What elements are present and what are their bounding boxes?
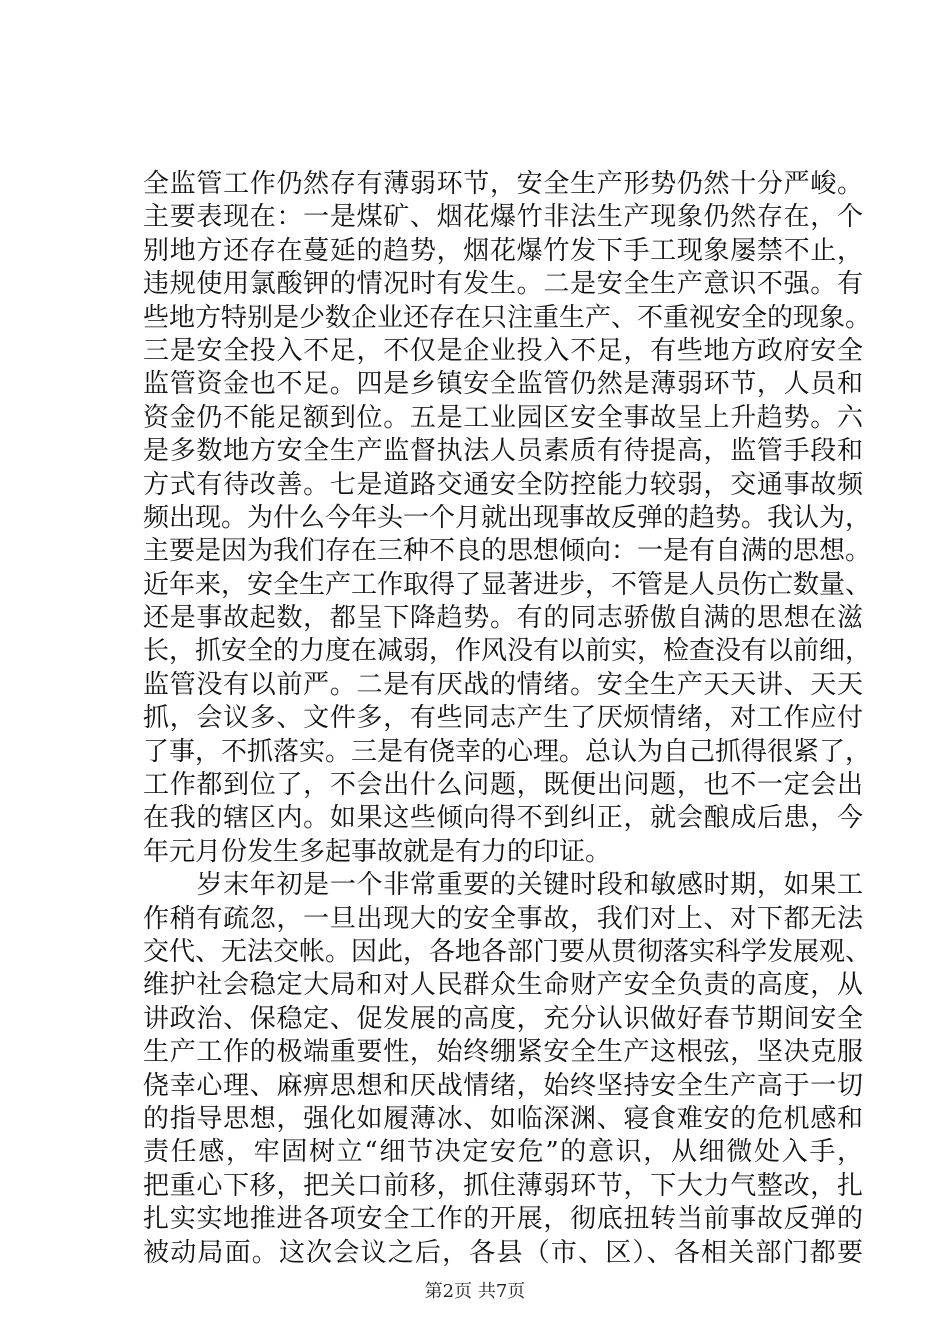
page-footer: 第2页 共7页: [424, 1281, 526, 1302]
text-line: 抓，会议多、文件多，有些同志产生了厌烦情绪，对工作应付: [143, 703, 863, 734]
text-line: 责任感，牢固树立“细节决定安危”的意识，从细微处入手，: [143, 1137, 863, 1168]
text-line: 监管资金也不足。四是乡镇安全监管仍然是薄弱环节，人员和: [143, 369, 863, 400]
text-line: 是多数地方安全生产监督执法人员素质有待提高，监管手段和: [143, 436, 863, 467]
text-line: 生产工作的极端重要性，始终绷紧安全生产这根弦，坚决克服: [143, 1037, 863, 1068]
text-line: 监管没有以前严。二是有厌战的情绪。安全生产天天讲、天天: [143, 669, 863, 700]
text-line: 年元月份发生多起事故就是有力的印证。: [143, 836, 612, 867]
text-line: 了事，不抓落实。三是有侥幸的心理。总认为自己抓得很紧了，: [143, 736, 872, 767]
text-line: 主要表现在：一是煤矿、烟花爆竹非法生产现象仍然存在，个: [143, 202, 863, 233]
body-text: [143, 168, 872, 1270]
text-line: 讲政治、保稳定、促发展的高度，充分认识做好春节期间安全: [143, 1003, 863, 1034]
text-line: 在我的辖区内。如果这些倾向得不到纠正，就会酿成后患，今: [143, 803, 863, 834]
text-line: 近年来，安全生产工作取得了显著进步，不管是人员伤亡数量、: [143, 569, 872, 600]
text-line: 方式有待改善。七是道路交通安全防控能力较弱，交通事故频: [143, 469, 863, 500]
text-line: 扎实实地推进各项安全工作的开展，彻底扭转当前事故反弹的: [143, 1204, 863, 1235]
text-line: 工作都到位了，不会出什么问题，既便出问题，也不一定会出: [143, 770, 863, 801]
text-line: 被动局面。这次会议之后，各县（市、区）、各相关部门都要: [143, 1237, 863, 1268]
text-line: 频出现。为什么今年头一个月就出现事故反弹的趋势。我认为，: [143, 502, 872, 533]
text-line: 侥幸心理、麻痹思想和厌战情绪，始终坚持安全生产高于一切: [143, 1070, 863, 1101]
text-line: 些地方特别是少数企业还存在只注重生产、不重视安全的现象。: [143, 302, 872, 333]
text-line: 长，抓安全的力度在减弱，作风没有以前实，检查没有以前细，: [143, 636, 872, 667]
text-line: 资金仍不能足额到位。五是工业园区安全事故呈上升趋势。六: [143, 402, 863, 433]
text-line: 把重心下移，把关口前移，抓住薄弱环节，下大力气整改，扎: [143, 1170, 863, 1201]
text-line: 交代、无法交帐。因此，各地各部门要从贯彻落实科学发展观、: [143, 936, 872, 967]
text-line: 违规使用氯酸钾的情况时有发生。二是安全生产意识不强。有: [143, 269, 863, 300]
text-line: 作稍有疏忽，一旦出现大的安全事故，我们对上、对下都无法: [143, 903, 863, 934]
text-line: 维护社会稳定大局和对人民群众生命财产安全负责的高度，从: [143, 970, 863, 1001]
text-line: 的指导思想，强化如履薄冰、如临深渊、寝食难安的危机感和: [143, 1103, 863, 1134]
text-line: 别地方还存在蔓延的趋势，烟花爆竹发下手工现象屡禁不止，: [143, 235, 863, 266]
text-line: 还是事故起数，都呈下降趋势。有的同志骄傲自满的思想在滋: [143, 603, 863, 634]
text-line: 主要是因为我们存在三种不良的思想倾向：一是有自满的思想。: [143, 536, 872, 567]
text-line: 岁末年初是一个非常重要的关键时段和敏感时期，如果工: [143, 870, 863, 901]
text-line: 三是安全投入不足，不仅是企业投入不足，有些地方政府安全: [143, 335, 863, 366]
text-line: 全监管工作仍然存有薄弱环节，安全生产形势仍然十分严峻。: [143, 169, 863, 199]
